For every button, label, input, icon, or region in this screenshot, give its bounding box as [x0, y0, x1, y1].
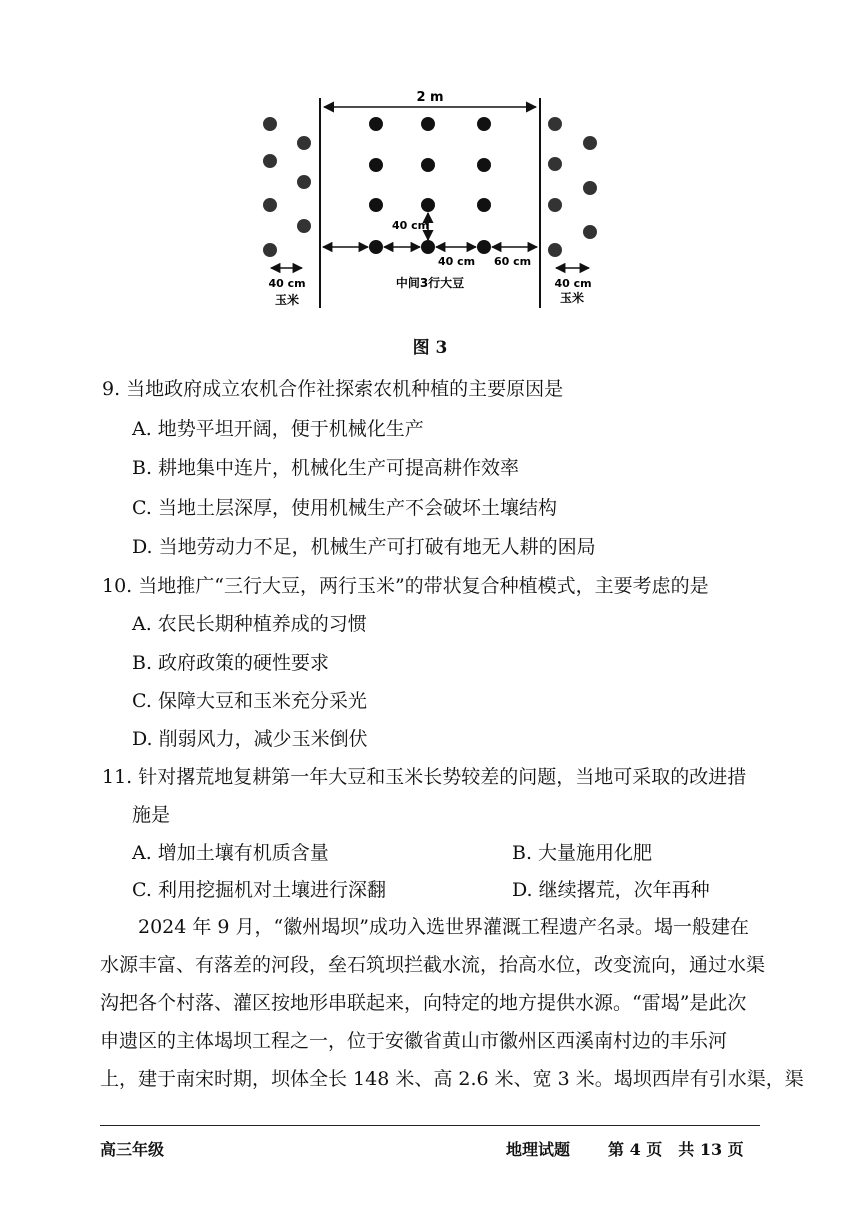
- passage-line-3: 沟把各个村落、灌区按地形串联起来，向特定的地方提供水源。“雷堨”是此次: [100, 992, 747, 1014]
- middle-soybean-rows: [369, 117, 491, 254]
- question-10-option-d: D. 削弱风力，减少玉米倒伏: [132, 728, 368, 750]
- footer-divider: [100, 1125, 760, 1126]
- passage-line-4: 申遗区的主体堨坝工程之一，位于安徽省黄山市徽州区西溪南村边的丰乐河: [100, 1030, 728, 1052]
- bean-row-spacing-label: 40 cm: [438, 255, 476, 268]
- passage-line-2: 水源丰富、有落差的河段，垒石筑坝拦截水流，抬高水位，改变流向，通过水渠: [100, 954, 766, 976]
- right-corn-spacing-label: 40 cm: [554, 277, 592, 290]
- question-9-stem: 9. 当地政府成立农机合作社探索农机种植的主要原因是: [102, 378, 564, 400]
- middle-soybean-label: 中间3行大豆: [395, 276, 465, 290]
- question-11-option-b: B. 大量施用化肥: [512, 842, 653, 864]
- vertical-spacing-label: 40 cm: [392, 219, 430, 232]
- figure-caption: 图 3: [412, 338, 448, 358]
- question-10-option-a: A. 农民长期种植养成的习惯: [132, 613, 367, 635]
- question-10-option-b: B. 政府政策的硬性要求: [132, 652, 330, 674]
- question-9-option-c: C. 当地土层深厚，使用机械生产不会破坏土壤结构: [132, 497, 557, 519]
- passage-line-1: 2024 年 9 月，“徽州堨坝”成功入选世界灌溉工程遗产名录。堨一般建在: [138, 916, 749, 938]
- question-9-option-d: D. 当地劳动力不足，机械生产可打破有地无人耕的困局: [132, 536, 596, 558]
- question-11-option-d: D. 继续撂荒，次年再种: [512, 879, 710, 901]
- question-10-stem: 10. 当地推广“三行大豆，两行玉米”的带状复合种植模式，主要考虑的是: [102, 575, 709, 597]
- footer-subject: 地理试题: [506, 1140, 571, 1159]
- question-11-stem-continued: 施是: [132, 804, 171, 826]
- question-9-option-a: A. 地势平坦开阔，便于机械化生产: [132, 418, 424, 440]
- left-corn-label: 玉米: [274, 293, 300, 307]
- width-label: 2 m: [416, 90, 444, 105]
- question-11-stem: 11. 针对撂荒地复耕第一年大豆和玉米长势较差的问题，当地可采取的改进措: [102, 766, 747, 788]
- right-corn-label: 玉米: [559, 291, 585, 305]
- question-11-option-a: A. 增加土壤有机质含量: [132, 842, 329, 864]
- question-9-option-b: B. 耕地集中连片，机械化生产可提高耕作效率: [132, 457, 520, 479]
- footer-grade: 高三年级: [100, 1140, 165, 1159]
- question-11-option-c: C. 利用挖掘机对土壤进行深翻: [132, 879, 386, 901]
- planting-diagram: [0, 0, 860, 330]
- footer-page-number: 第 4 页 共 13 页: [608, 1140, 744, 1159]
- left-corn-spacing-label: 40 cm: [268, 277, 306, 290]
- left-corn-rows: [263, 117, 311, 257]
- passage-line-5: 上，建于南宋时期，坝体全长 148 米、高 2.6 米、宽 3 米。堨坝西岸有引水渠，渠: [100, 1068, 804, 1090]
- right-corn-rows: [548, 117, 597, 257]
- question-10-option-c: C. 保障大豆和玉米充分采光: [132, 690, 367, 712]
- bean-corn-spacing-label: 60 cm: [494, 255, 532, 268]
